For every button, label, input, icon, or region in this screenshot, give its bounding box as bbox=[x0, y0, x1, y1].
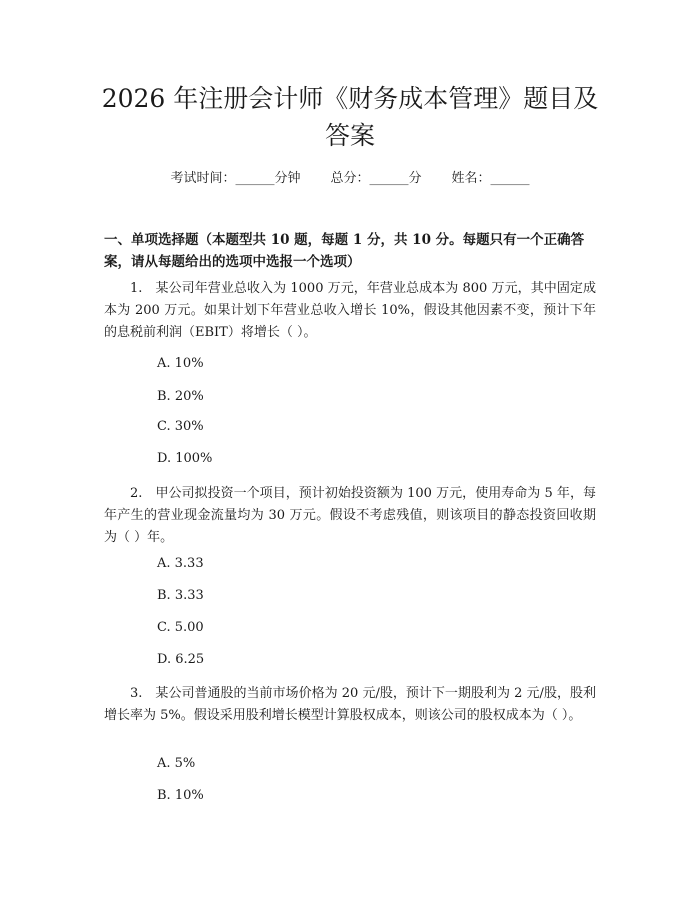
question-3-option-b: B. 10% bbox=[157, 788, 204, 803]
total-score-label: 总分：______分 bbox=[330, 171, 422, 186]
question-2-text: 2. 甲公司拟投资一个项目，预计初始投资额为 100 万元，使用寿命为 5 年，每年产生的营业现金流量均为 30 万元。假设不考虑残值，则该项目的静态投资回收期为（ ）年。 bbox=[104, 486, 596, 545]
name-label: 姓名：______ bbox=[451, 171, 530, 186]
question-1-option-d: D. 100% bbox=[157, 451, 213, 466]
question-1-option-b: B. 20% bbox=[157, 389, 204, 404]
exam-time-label: 考试时间：______分钟 bbox=[170, 171, 301, 186]
document-title: 2026 年注册会计师《财务成本管理》题目及答案 bbox=[101, 84, 599, 150]
question-2-option-a: A. 3.33 bbox=[157, 556, 204, 571]
exam-meta bbox=[0, 170, 700, 188]
question-3-option-a: A. 5% bbox=[157, 756, 196, 771]
question-3-text: 3. 某公司普通股的当前市场价格为 20 元/股，预计下一期股利为 2 元/股，股利增长率为 5%。假设采用股利增长模型计算股权成本，则该公司的股权成本为（ ）。 bbox=[104, 686, 596, 723]
question-2-option-c: C. 5.00 bbox=[157, 620, 204, 635]
question-2-option-d: D. 6.25 bbox=[157, 652, 205, 667]
section-heading: 一、单项选择题（本题型共 10 题，每题 1 分，共 10 分。每题只有一个正确答案，请从每题给出的选项中选报一个选项） bbox=[104, 232, 585, 270]
question-1-text: 1. 某公司年营业总收入为 1000 万元，年营业总成本为 800 万元，其中固定成本为 200 万元。如果计划下年营业总收入增长 10%，假设其他因素不变，预计下年的息税前利润（EBIT）将增长（ ）。 bbox=[104, 281, 596, 340]
question-1-option-c: C. 30% bbox=[157, 419, 204, 434]
question-2-option-b: B. 3.33 bbox=[157, 588, 204, 603]
question-1-option-a: A. 10% bbox=[157, 356, 204, 371]
